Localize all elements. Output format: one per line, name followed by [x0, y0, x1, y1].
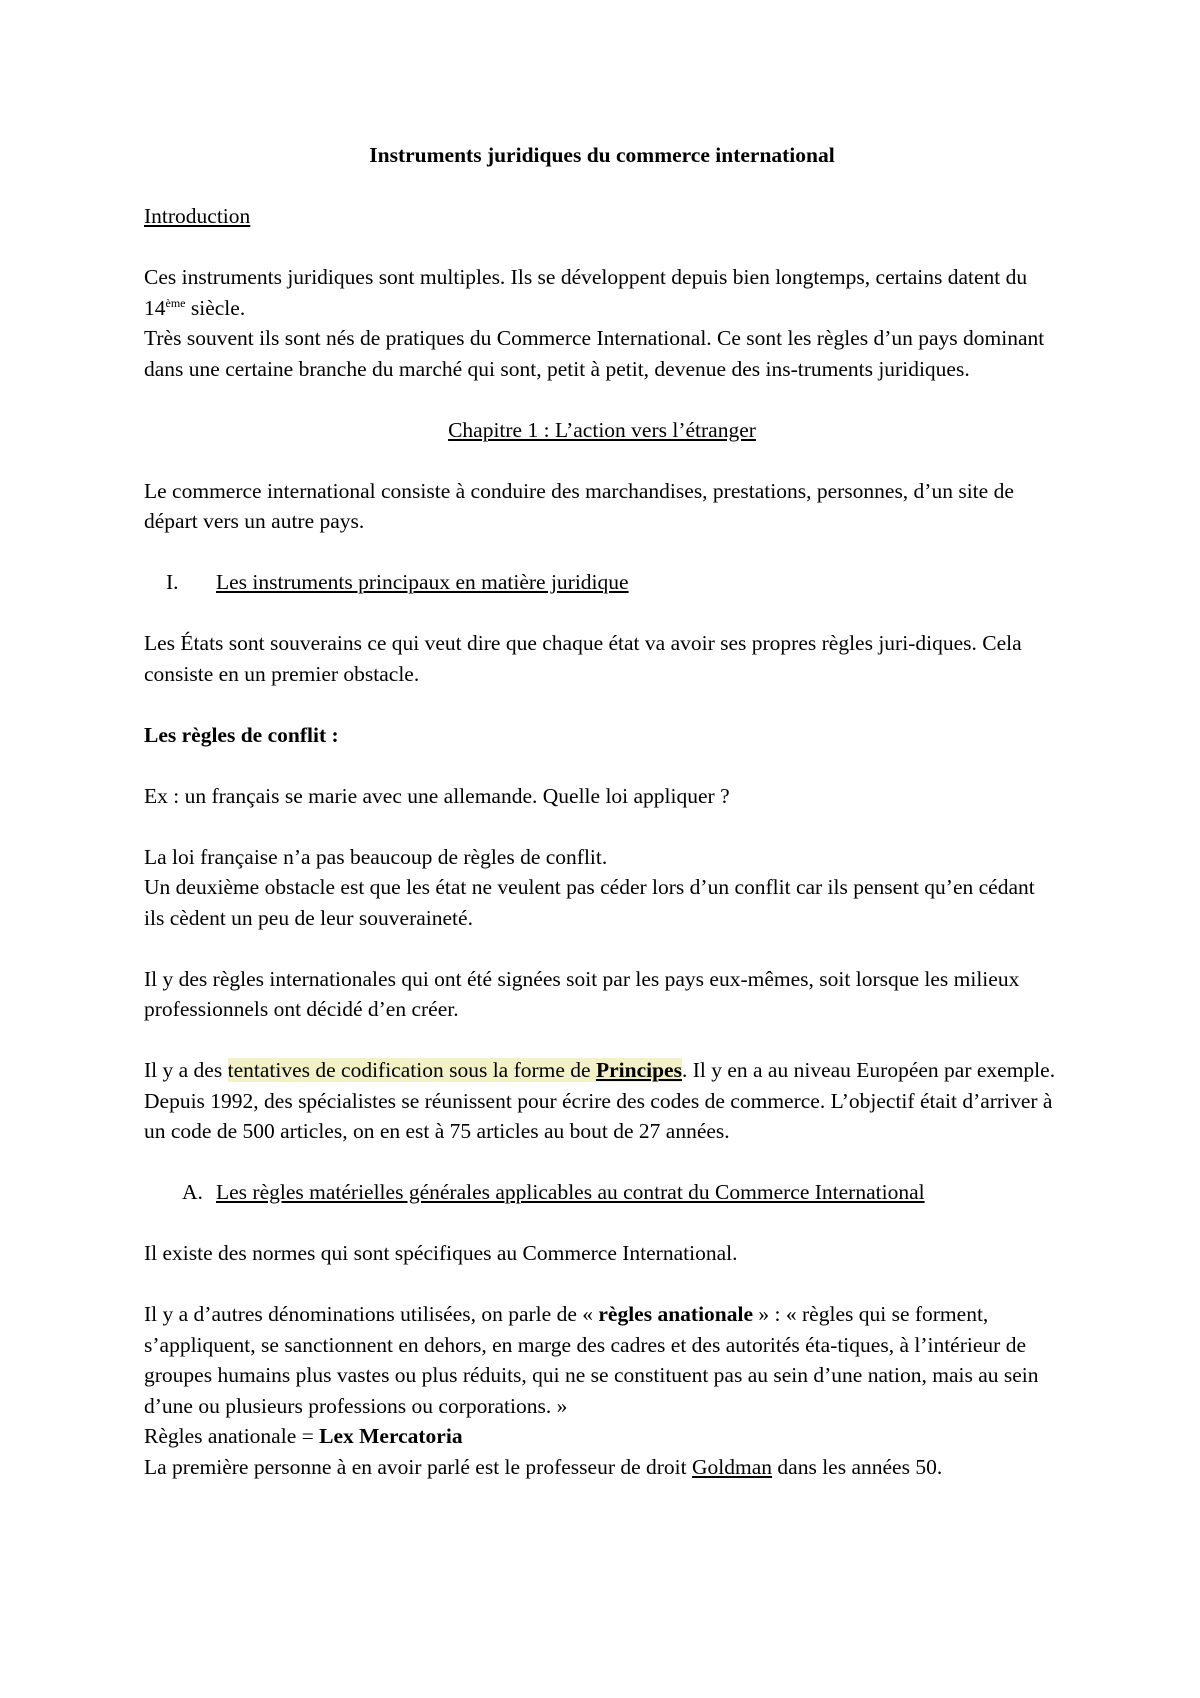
chapter-1-paragraph: Le commerce international consiste à conduire des marchandises, prestations, personnes, d’un site de départ vers un autre pays.: [144, 478, 1014, 533]
highlighted-text: tentatives de codification sous la forme de Principes: [227, 1058, 682, 1082]
anational-term: règles anationale: [598, 1302, 754, 1326]
conflict-rules-heading: Les règles de conflit :: [144, 722, 339, 747]
goldman-name: Goldman: [692, 1454, 773, 1479]
anational-paragraph: Il y a d’autres dénominations utilisées, on parle de « règles anationale » : « règles qui se forment, s’appliquent, se sanctionnent en dehors, en marge des cadres et des autorités éta-tiques, à l’intérieur de groupes humains plus vastes ou plus réduits, qui ne se constituent pas au sein d’une nation, mais au sein d’une ou plusieurs professions ou corporations. »: [144, 1302, 1039, 1418]
section-1-heading-line: [144, 567, 1060, 598]
lex-mercatoria-line: Règles anationale = Lex Mercatoria: [144, 1424, 463, 1448]
section-a-heading: Les règles matérielles générales applicables au contrat du Commerce International: [216, 1180, 925, 1204]
document-page: [144, 140, 1060, 1482]
section-1-number: I.: [166, 570, 179, 594]
section-a-heading-line: [144, 1177, 1060, 1208]
section-a-number: A.: [182, 1180, 203, 1204]
conflict-paragraph-3: Il y des règles internationales qui ont été signées soit par les pays eux-mêmes, soit lorsque les milieux professionnels ont décidé d’en créer.: [144, 966, 1020, 1021]
document-title: Instruments juridiques du commerce international: [369, 143, 835, 167]
conflict-paragraph-1: La loi française n’a pas beaucoup de règles de conflit.: [144, 844, 608, 869]
introduction-heading: Introduction: [144, 204, 251, 228]
codification-paragraph-2: Depuis 1992, des spécialistes se réunissent pour écrire des codes de commerce. L’objectif était d’arriver à un code de 500 articles, on en est à 75 articles au bout de 27 années.: [144, 1088, 1053, 1143]
lex-mercatoria-term: Lex Mercatoria: [319, 1424, 463, 1448]
section-a-paragraph: Il existe des normes qui sont spécifiques au Commerce International.: [144, 1241, 738, 1265]
conflict-example: Ex : un français se marie avec une allemande. Quelle loi appliquer ?: [144, 783, 730, 808]
intro-paragraph-1: Ces instruments juridiques sont multiples. Ils se développent depuis bien longtemps, certains datent du 14ème siècle.: [144, 265, 1028, 320]
goldman-line: La première personne à en avoir parlé est le professeur de droit Goldman dans les années 50.: [144, 1454, 943, 1479]
section-1-paragraph: Les États sont souverains ce qui veut dire que chaque état va avoir ses propres règles juri-diques. Cela consiste en un premier obstacle.: [144, 631, 1022, 686]
intro-paragraph-2: Très souvent ils sont nés de pratiques du Commerce International. Ce sont les règles d’un pays dominant dans une certaine branche du marché qui sont, petit à petit, devenue des ins-truments juridiques.: [144, 326, 1045, 381]
codification-paragraph: Il y a des tentatives de codification sous la forme de Principes. Il y en a au niveau Européen par exemple.: [144, 1058, 1056, 1082]
superscript-ordinal: ème: [165, 295, 186, 310]
principes-term: Principes: [595, 1058, 682, 1082]
section-1-heading: Les instruments principaux en matière juridique: [216, 570, 629, 594]
chapter-1-heading: Chapitre 1 : L’action vers l’étranger: [448, 417, 756, 442]
conflict-paragraph-2: Un deuxième obstacle est que les état ne veulent pas céder lors d’un conflit car ils pensent qu’en cédant ils cèdent un peu de leur souveraineté.: [144, 875, 1035, 930]
